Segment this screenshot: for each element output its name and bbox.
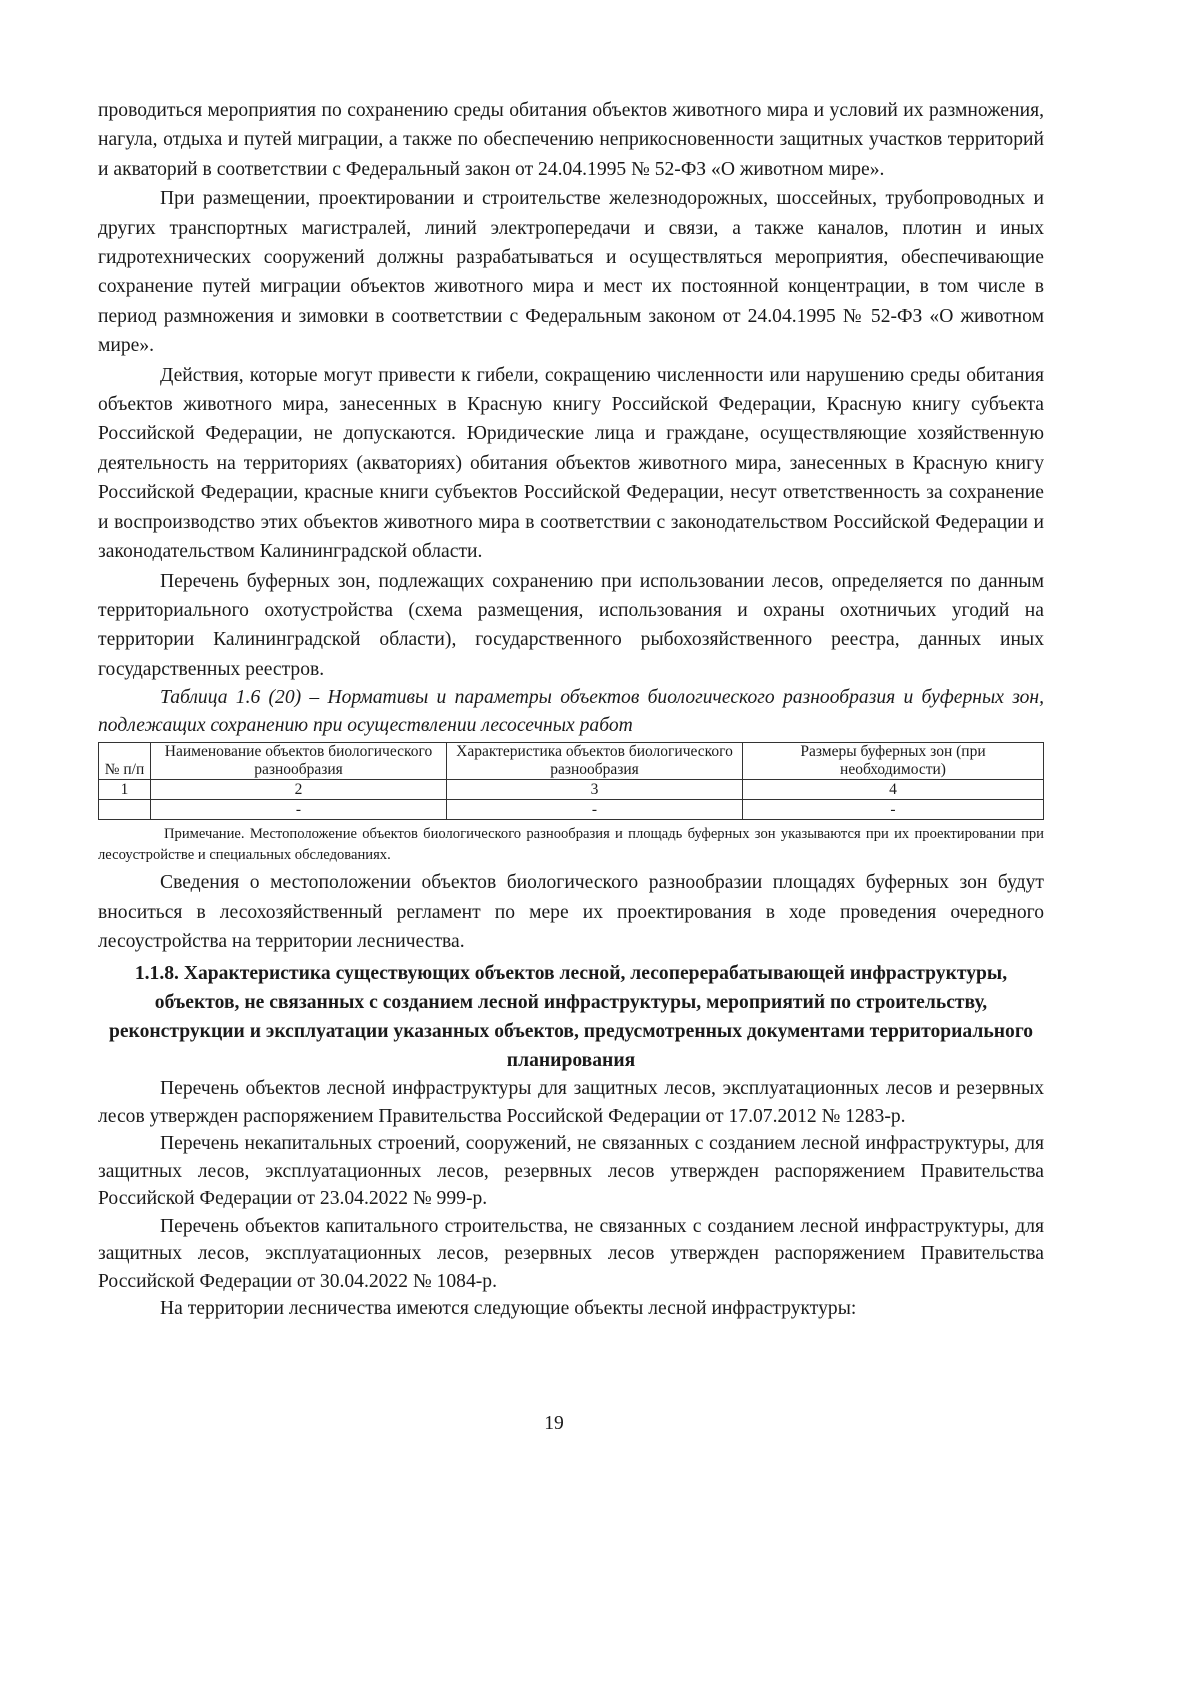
table-note: Примечание. Местоположение объектов биологического разнообразия и площадь буферных зон указываются при их проектировании при лесоустройстве и специальных обследованиях. — [98, 826, 1044, 864]
paragraph-noncapital-buildings: Перечень некапитальных строений, сооружений, не связанных с созданием лесной инфраструктуры, для защитных лесов, эксплуатационных лесов, резервных лесов утвержден распоряжением Правительства Российской Федерации от 23.04.2022 № 999-р. — [98, 1133, 1044, 1210]
paragraph-existing-objects: На территории лесничества имеются следующие объекты лесной инфраструктуры: — [160, 1298, 857, 1320]
table-cell: - — [151, 800, 447, 820]
table-cell: 3 — [447, 780, 743, 800]
paragraph-infrastructure-construction: При размещении, проектировании и строительстве железнодорожных, шоссейных, трубопроводных и других транспортных магистралей, линий электропередачи и связи, а также каналов, плотин и иных гидротехнических сооружений должны разрабатываться и осуществляться мероприятия, обеспечивающие сохранение путей миграции объектов животного мира и мест их постоянной концентрации, в том числе в период размножения и зимовки в соответствии с Федеральным законом от 24.04.1995 № 52-ФЗ «О животном мире». — [98, 188, 1044, 357]
table-row — [99, 780, 1044, 800]
table-cell — [99, 800, 151, 820]
table-cell: 2 — [151, 780, 447, 800]
paragraph-wildlife-measures: проводиться мероприятия по сохранению среды обитания объектов животного мира и условий их размножения, нагула, отдыха и путей миграции, а также по обеспечению неприкосновенности защитных участков территорий и акваторий в соответствии с Федеральный закон от 24.04.1995 № 52-ФЗ «О животном мире». — [98, 100, 1044, 180]
paragraph-buffer-zones: Перечень буферных зон, подлежащих сохранению при использовании лесов, определяется по данным территориального охотустройства (схема размещения, использования и охраны охотничьих угодий на территории Калининградской области), государственного рыбохозяйственного реестра, данных иных государственных реестров. — [98, 570, 1044, 680]
table-cell: 4 — [743, 780, 1044, 800]
table-cell: - — [447, 800, 743, 820]
header-object-characteristic: Характеристика объектов биологического разнообразия — [447, 743, 743, 780]
table-cell: 1 — [99, 780, 151, 800]
table-cell: - — [743, 800, 1044, 820]
section-heading: 1.1.8. Характеристика существующих объектов лесной, лесоперерабатывающей инфраструктуры, объектов, не связанных с созданием лесной инфраструктуры, мероприятий по строительству, реконструкции и эксплуатации указанных объектов, предусмотренных документами территориального планирования — [108, 963, 1034, 1072]
page-number: 19 — [544, 1413, 564, 1434]
table-header-row — [99, 743, 1044, 780]
header-object-name: Наименование объектов биологического разнообразия — [151, 743, 447, 780]
paragraph-forest-infrastructure-list: Перечень объектов лесной инфраструктуры для защитных лесов, эксплуатационных лесов и резервных лесов утвержден распоряжением Правительства Российской Федерации от 17.07.2012 № 1283-р. — [98, 1078, 1044, 1127]
header-buffer-size: Размеры буферных зон (при необходимости) — [743, 743, 1044, 780]
paragraph-biodiversity-info: Сведения о местоположении объектов биологического разнообразии площадях буферных зон будут вноситься в лесохозяйственный регламент по мере их проектирования в ходе проведения очередного лесоустройства на территории лесничества. — [98, 872, 1044, 952]
document-page — [98, 96, 1044, 1323]
header-number: № п/п — [99, 743, 151, 780]
table-caption: Таблица 1.6 (20) – Нормативы и параметры объектов биологического разнообразия и буферных зон, подлежащих сохранению при осуществлении лесосечных работ — [98, 687, 1044, 737]
paragraph-capital-construction: Перечень объектов капитального строительства, не связанных с созданием лесной инфраструктуры, для защитных лесов, эксплуатационных лесов, резервных лесов утвержден распоряжением Правительства Российской Федерации от 30.04.2022 № 1084-р. — [98, 1215, 1044, 1292]
table-row — [99, 800, 1044, 820]
biodiversity-table — [98, 742, 1044, 820]
paragraph-red-book: Действия, которые могут привести к гибели, сокращению численности или нарушению среды обитания объектов животного мира, занесенных в Красную книгу Российской Федерации, Красную книгу субъекта Российской Федерации, не допускаются. Юридические лица и граждане, осуществляющие хозяйственную деятельность на территориях (акваториях) обитания объектов животного мира, занесенных в Красную книгу Российской Федерации, красные книги субъектов Российской Федерации, несут ответственность за сохранение и воспроизводство этих объектов животного мира в соответствии с законодательством Российской Федерации и законодательством Калининградской области. — [98, 364, 1044, 563]
